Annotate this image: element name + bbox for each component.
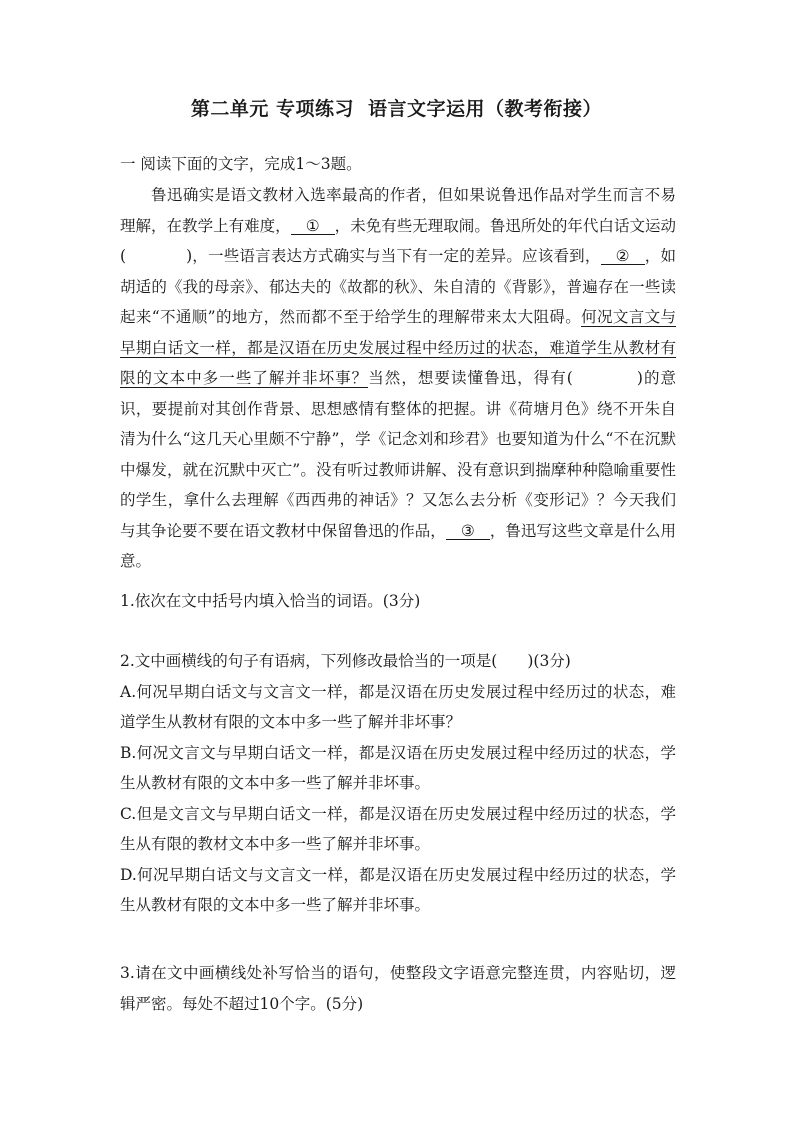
page-title: [0, 94, 793, 121]
passage-text: ，未免有些无理取闹。鲁迅所处的年代白话文运动(: [120, 216, 676, 265]
option-c: C.但是文言文与早期白话文一样，都是汉语在历史发展过程中经历过的状态，学生从有限的教材文本中多一些了解并非坏事。: [120, 804, 676, 853]
option-d: D.何况早期白话文与文言文一样，都是汉语在历史发展过程中经历过的状态，学生从教材有限的文本中多一些了解并非坏事。: [120, 865, 676, 914]
passage-text: 当然，想要读懂鲁迅，得有(: [368, 369, 573, 387]
blank-3: ③: [446, 523, 490, 540]
option-a: A.何况早期白话文与文言文一样，都是汉语在历史发展过程中经历过的状态，难道学生从教材有限的文本中多一些了解并非坏事？: [120, 682, 676, 731]
section-heading: 一 阅读下面的文字，完成1～3题。: [120, 155, 362, 173]
passage-text: )，一些语言表达方式确实与当下有一定的差异。应该看到，: [186, 247, 601, 265]
passage-text: 鲁迅确实是语文教材入选率最高的作者，但如果说鲁迅作品对学生而言不易理解，在教学上有难度，: [120, 186, 676, 235]
title-part-1: 第二单元 专项练习: [190, 98, 355, 120]
underlined-sentence: 何况文言文与早期白话文一样，都是汉语在历史发展过程中经历过的状态，难道学生从教材有限的文本中多一些了解并非坏事？: [120, 308, 676, 387]
stem-text: 2.文中画横线的句子有语病，下列修改最恰当的一项是(: [120, 652, 498, 670]
passage-text: ，如胡适的《我的母亲》、郁达夫的《故都的秋》、朱自清的《背影》，普遍存在一些读起来“不通顺”的地方，然而都不至于给学生的理解带来太大阻碍。: [120, 247, 676, 326]
option-b: B.何况文言文与早期白话文一样，都是汉语在历史发展过程中经历过的状态，学生从教材有限的文本中多一些了解并非坏事。: [120, 743, 676, 792]
question-2-stem: [120, 646, 676, 677]
blank-2: ②: [601, 248, 645, 265]
question-2: [120, 646, 676, 921]
passage-text: ，鲁迅写这些文章是什么用意。: [120, 521, 676, 570]
passage-text: )的意识，要提前对其创作背景、思想感情有整体的把握。讲《荷塘月色》绕不开朱自清为什么“这几天心里颇不宁静”，学《记念刘和珍君》也要知道为什么“不在沉默中爆发，就在沉默中灭亡”。没有听过教师讲解、没有意识到揣摩种种隐喻重要性的学生，拿什么去理解《西西弗的神话》？又怎么去分析《变形记》？今天我们与其争论要不要在语文教材中保留鲁迅的作品，: [120, 369, 676, 540]
question-1: 1.依次在文中括号内填入恰当的词语。(3分): [120, 592, 421, 610]
reading-passage: [120, 180, 676, 577]
blank-1: ①: [291, 218, 335, 235]
title-part-2: 语言文字运用（教考衔接）: [368, 98, 603, 120]
stem-score: )(3分): [527, 652, 571, 670]
question-3: 3.请在文中画横线处补写恰当的语句，使整段文字语意完整连贯，内容贴切，逻辑严密。每处不超过10个字。(5分): [120, 964, 676, 1013]
